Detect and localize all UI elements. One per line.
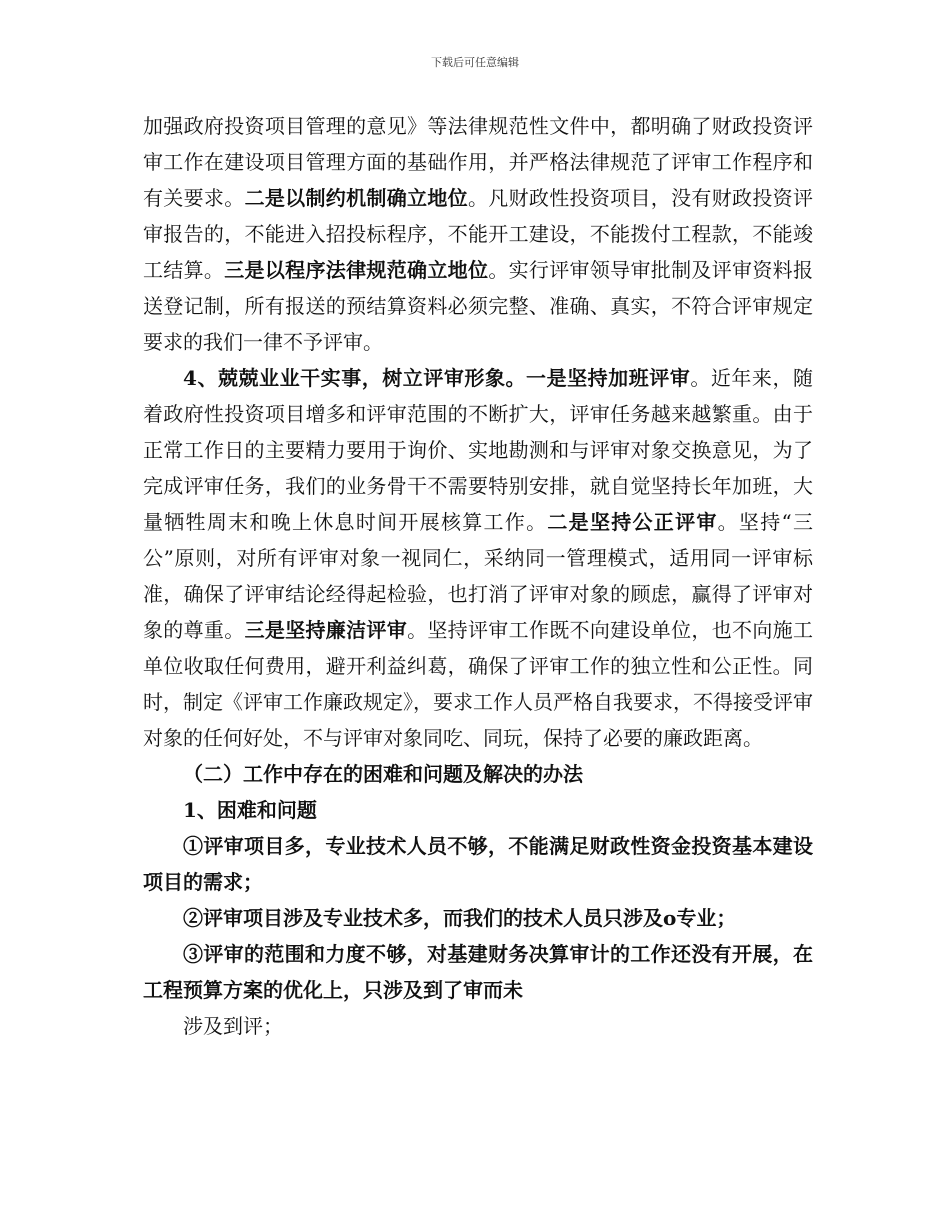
bold-phrase: 4、兢兢业业干实事，树立评审形象。一是坚持加班评审 bbox=[183, 366, 691, 390]
paragraph-legal-basis bbox=[143, 108, 813, 360]
paragraph-text: 加强政府投资项目管理的意见》等法律规范性文件中，都明确了财政投资评审工作在建设项目管理方面的基础作用，并严格法律规范了评审工作程序和有关要求。 bbox=[143, 114, 813, 210]
continuation-fragment: 涉及到评； bbox=[183, 1014, 283, 1038]
paragraph-text: 。凡财政性投资项目，没有财政投资评审报告的，不能进入招投标程序，不能开工建设，不能拨付工程款，不能竣工结算。 bbox=[143, 186, 813, 282]
list-item: ③评审的范围和力度不够，对基建财务决算审计的工作还没有开展，在工程预算方案的优化上，只涉及到了审而未 bbox=[143, 942, 813, 1002]
bold-phrase: 三是坚持廉洁评审 bbox=[244, 618, 408, 642]
list-item: ②评审项目涉及专业技术多，而我们的技术人员只涉及o专业； bbox=[183, 906, 737, 930]
bold-phrase: 二是坚持公正评审 bbox=[547, 510, 718, 534]
section-heading: （二）工作中存在的困难和问题及解决的办法 bbox=[183, 762, 583, 786]
bold-phrase: 三是以程序法律规范确立地位 bbox=[224, 258, 489, 282]
bold-phrase: 二是以制约机制确立地位 bbox=[244, 186, 468, 210]
paragraph-review-image bbox=[143, 360, 813, 756]
paragraph-text: 。近年来，随着政府性投资项目增多和评审范围的不断扩大，评审任务越来越繁重。由于正常工作日的主要精力要用于询价、实地勘测和与评审对象交换意见，为了完成评审任务，我们的业务骨干不需要特别安排，就自觉坚持长年加班，大量牺牲周末和晚上休息时间开展核算工作。 bbox=[143, 366, 814, 534]
page-header: 下载后可任意编辑 bbox=[431, 56, 519, 69]
document-body bbox=[143, 108, 813, 1044]
subsection-heading: 1、困难和问题 bbox=[183, 798, 317, 822]
paragraph-text: 。坚持评审工作既不向建设单位，也不向施工单位收取任何费用，避开利益纠葛，确保了评审工作的独立性和公正性。同时，制定《评审工作廉政规定》，要求工作人员严格自我要求，不得接受评审对象的任何好处，不与评审对象同吃、同玩，保持了必要的廉政距离。 bbox=[143, 618, 813, 750]
paragraph-text: 。实行评审领导审批制及评审资料报送登记制，所有报送的预结算资料必须完整、准确、真实，不符合评审规定要求的我们一律不予评审。 bbox=[143, 258, 813, 354]
paragraph-text: 。坚持“三公”原则，对所有评审对象一视同仁，采纳同一管理模式，适用同一评审标准，确保了评审结论经得起检验，也打消了评审对象的顾虑，赢得了评审对象的尊重。 bbox=[143, 510, 813, 642]
list-item: ①评审项目多，专业技术人员不够，不能满足财政性资金投资基本建设项目的需求； bbox=[143, 834, 813, 894]
